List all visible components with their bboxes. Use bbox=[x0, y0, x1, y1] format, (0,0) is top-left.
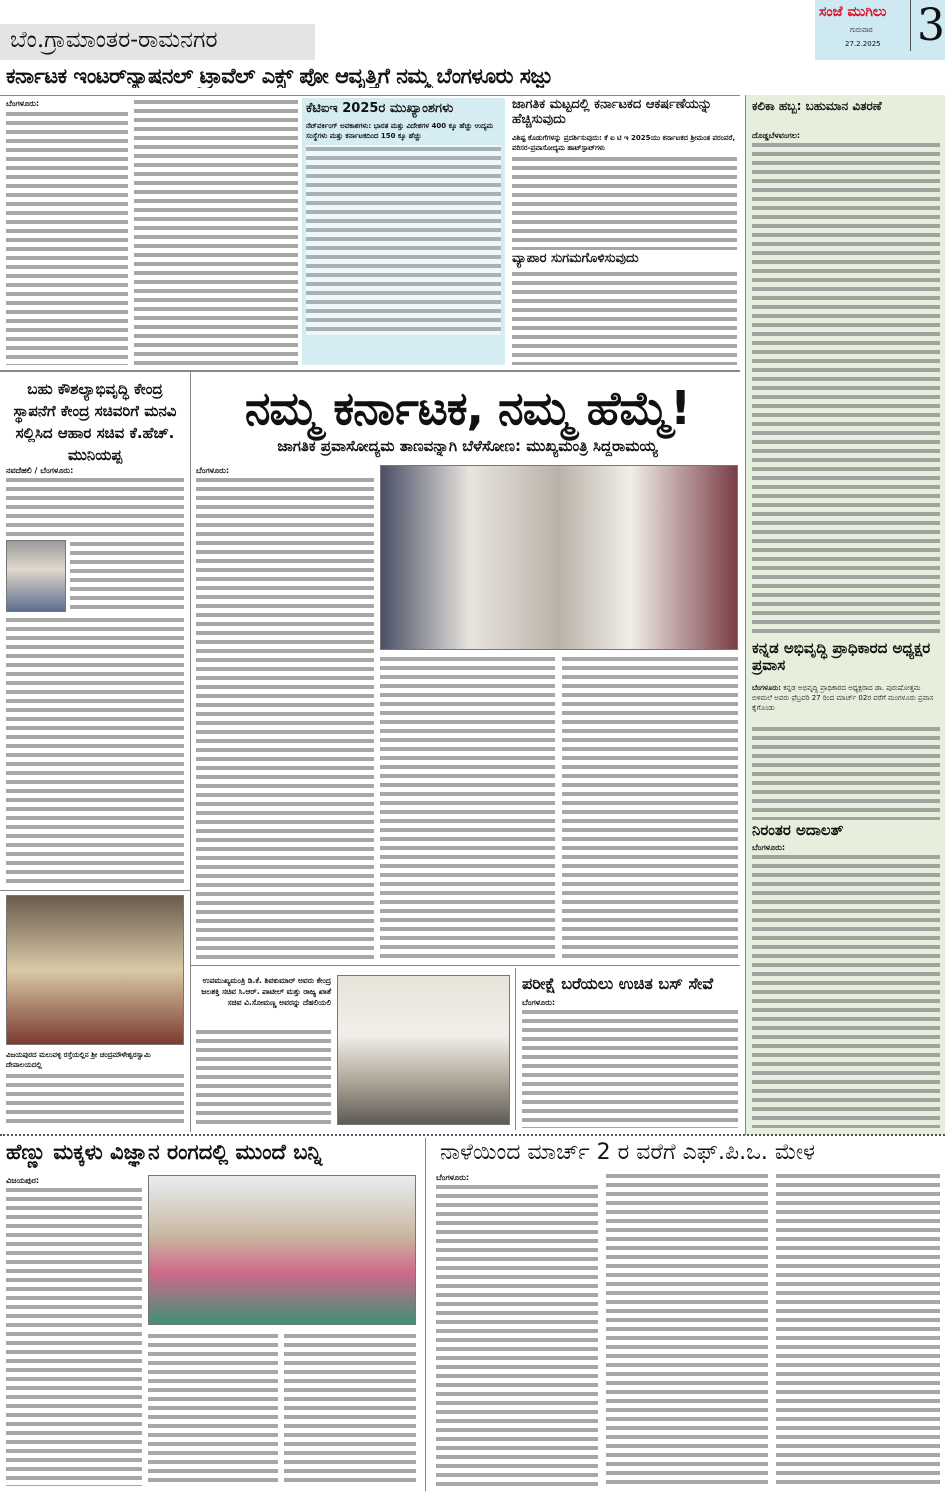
dks-caption: ಉಪಮುಖ್ಯಮಂತ್ರಿ ಡಿ.ಕೆ. ಶಿವಕುಮಾರ್ ಅವರು ಕೇಂದ್ರ ಜಲಶಕ್ತಿ ಸಚಿವ ಸಿ.ಆರ್. ಪಾಟೀಲ್ ಮತ್ತು ರಾಜ್ಯ ಖಾತೆ ಸಚಿವ ವಿ.ಸೋಮಣ್ಣ ಅವರನ್ನು ದೆಹಲಿಯಲಿ bbox=[201, 976, 331, 1007]
highlights-title: ಕೆಟಿಐಇ 2025ರ ಮುಖ್ಯಾಂಶಗಳು bbox=[306, 101, 454, 116]
bottom-left-dateline: ವಿಜಯಪುರ: bbox=[6, 1176, 40, 1185]
highlights-lead: ನೆಟ್‌ವರ್ಕಿಂಗ್ ಅವಕಾಶಗಳು: ಭಾರತ ಮತ್ತು ವಿದೇಶಗಳ 400 ಕ್ಕೂ ಹೆಚ್ಚು ಉದ್ಯಮ ಸಂಸ್ಥೆಗಳು ಮತ್ತು ಕರ್ನಾಟಕದಿಂದ 150 ಕ್ಕೂ ಹೆಚ್ಚು bbox=[306, 121, 494, 140]
main-subheadline: ಜಾಗತಿಕ ಪ್ರವಾಸೋದ್ಯಮ ತಾಣವನ್ನಾಗಿ ಬೆಳೆಸೋಣ: ಮುಖ್ಯಮಂತ್ರಿ ಸಿದ್ದರಾಮಯ್ಯ bbox=[277, 437, 658, 455]
top-headline: ಕರ್ನಾಟಕ ಇಂಟರ್‌ನ್ಯಾಷನಲ್ ಟ್ರಾವೆಲ್ ಎಕ್ಸ್ ಪೋ ಆವೃತ್ತಿಗೆ ನಮ್ಮ ಬೆಂಗಳೂರು ಸಜ್ಜು bbox=[6, 64, 553, 88]
sidebar-text-kannada: ಕನ್ನಡ ಅಭಿವೃದ್ಧಿ ಪ್ರಾಧಿಕಾರದ ಅಧ್ಯಕ್ಷರಾದ ಡಾ. ಪುರುಷೋತ್ತಮ ಬಿಳಿಮಲೆ ಅವರು ಫೆಬ್ರವರಿ 27 ರಿಂದ ಮಾರ್ಚ್ 02ರ ವರೆಗೆ ಮಂಗಳೂರು ಪ್ರವಾಸ ಕೈಗೊಂಡು bbox=[752, 684, 934, 712]
section-banner bbox=[0, 24, 315, 60]
students-photo bbox=[148, 1175, 416, 1325]
top-dateline: ಬೆಂಗಳೂರು: bbox=[6, 99, 40, 108]
sidebar-headline-adalat: ನಿರಂತರ ಅದಾಲತ್ bbox=[752, 821, 844, 839]
dks-photo bbox=[337, 975, 510, 1125]
sidebar-headline-kannada: ಕನ್ನಡ ಅಭಿವೃದ್ಧಿ ಪ್ರಾಧಿಕಾರದ ಅಧ್ಯಕ್ಷರ ಪ್ರವಾಸ bbox=[752, 639, 931, 675]
main-photo bbox=[380, 465, 738, 650]
masthead bbox=[815, 0, 945, 60]
munyappa-photo bbox=[6, 540, 66, 612]
temple-photo bbox=[6, 895, 184, 1045]
bus-dateline: ಬೆಂಗಳೂರು: bbox=[522, 998, 556, 1007]
sidebar-headline-kalika: ಕಲಿಕಾ ಹಬ್ಬ: ಬಹುಮಾನ ವಿತರಣೆ bbox=[752, 99, 882, 113]
highlights-box bbox=[302, 98, 505, 365]
masthead-logo: ಸಂಜೆ ಮುಗಿಲು bbox=[819, 4, 887, 20]
sidebar-dateline-adalat: ಬೆಂಗಳೂರು: bbox=[752, 843, 786, 852]
masthead-date: 27.2.2025 bbox=[845, 40, 881, 48]
masthead-day: ಗುರುವಾರ bbox=[850, 26, 873, 34]
bottom-left-headline: ಹೆಣ್ಣು ಮಕ್ಕಳು ವಿಜ್ಞಾನ ರಂಗದಲ್ಲಿ ಮುಂದೆ ಬನ್ನಿ bbox=[6, 1140, 322, 1164]
munyappa-dateline: ನವದೆಹಲಿ / ಬೆಂಗಳೂರು: bbox=[6, 466, 74, 475]
main-headline: ನಮ್ಮ ಕರ್ನಾಟಕ, ನಮ್ಮ ಹೆಮ್ಮೆ! bbox=[244, 381, 691, 435]
sidebar-dateline-kannada: ಬೆಂಗಳೂರು: bbox=[752, 684, 781, 692]
main-dateline: ಬೆಂಗಳೂರು: bbox=[196, 466, 230, 475]
section-title: ಬೆಂ.ಗ್ರಾಮಾಂತರ-ರಾಮನಗರ bbox=[10, 27, 218, 53]
bottom-right-headline: ನಾಳೆಯಿಂದ ಮಾರ್ಚ್ 2 ರ ವರೆಗೆ ಎಫ್.ಪಿ.ಒ. ಮೇಳ bbox=[440, 1140, 815, 1165]
global-attraction-lead: ವಿಶಿಷ್ಟ ಕೊಡುಗೆಗಳನ್ನು ಪ್ರದರ್ಶಿಸುವುದು: ಕೆ ಐ ಟಿ ಇ 2025ಯು ಕರ್ನಾಟಕದ ಶ್ರೀಮಂತ ಪರಂಪರೆ, ಪರಿಸರ-ಪ್ರವಾಸೋದ್ಯಮ ಹಾಟ್‌ಸ್ಪಾಟ್‌ಗಳು bbox=[512, 134, 735, 152]
bottom-right-dateline: ಬೆಂಗಳೂರು: bbox=[436, 1173, 470, 1182]
munyappa-headline: ಬಹು ಕೌಶಲ್ಯಾಭಿವೃದ್ಧಿ ಕೇಂದ್ರ ಸ್ಥಾಪನೆಗೆ ಕೇಂದ್ರ ಸಚಿವರಿಗೆ ಮನವಿ ಸಲ್ಲಿಸಿದ ಆಹಾರ ಸಚಿವ ಕೆ.ಹೆಚ್. ಮುನಿಯಪ್ಪ bbox=[13, 380, 177, 464]
bus-headline: ಪರೀಕ್ಷೆ ಬರೆಯಲು ಉಚಿತ ಬಸ್ ಸೇವೆ bbox=[522, 974, 714, 993]
page-number: 3 bbox=[910, 0, 945, 51]
sidebar-lead-kannada bbox=[752, 683, 940, 713]
temple-caption: ವಿಜಯಪುರದ ಮಲುವಳ್ಳಿ ರಸ್ತೆಯಲ್ಲಿನ ಶ್ರೀ ಚಂದ್ರಮೌಳೇಶ್ವರಸ್ವಾಮಿ ದೇವಾಲಯದಲ್ಲಿ bbox=[6, 1051, 151, 1069]
global-attraction-title: ಜಾಗತಿಕ ಮಟ್ಟದಲ್ಲಿ ಕರ್ನಾಟಕದ ಆಕರ್ಷಣೆಯನ್ನು ಹೆಚ್ಚಿಸುವುದು bbox=[512, 97, 712, 127]
sidebar-dateline-kalika: ದೊಡ್ಡಬೆಳವಂಗಲ: bbox=[752, 131, 801, 140]
trade-facilitation-title: ವ್ಯಾಪಾರ ಸುಗಮಗೊಳಿಸುವುದು bbox=[512, 251, 639, 266]
